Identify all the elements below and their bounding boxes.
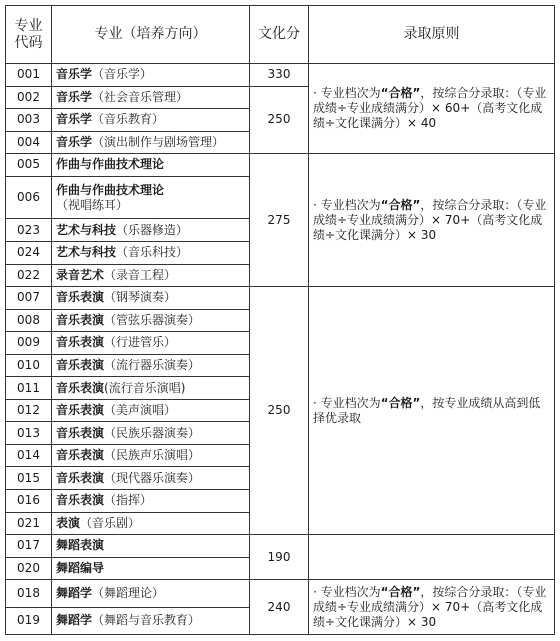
major-name-cell — [52, 332, 250, 355]
rule-qualifier: “合格” — [380, 197, 421, 212]
major-direction: （现代器乐演奏） — [104, 470, 201, 485]
major-name: 音乐学 — [56, 89, 93, 104]
admission-rule-cell — [309, 64, 555, 154]
rule-text: ，按综合分录取：（专业成绩÷专业成绩满分）× 70+（高考文化成绩÷文化课满分）× 30 — [313, 584, 547, 629]
major-name-cell — [52, 512, 250, 535]
major-name: 音乐表演 — [56, 335, 105, 350]
major-name-cell — [52, 467, 250, 490]
major-name-cell — [52, 490, 250, 513]
major-code-cell: 022 — [6, 264, 52, 287]
major-name: 艺术与科技 — [56, 245, 117, 260]
major-code-cell: 002 — [6, 86, 52, 109]
major-code-cell: 003 — [6, 109, 52, 132]
major-code-cell: 004 — [6, 131, 52, 154]
major-name: 录音艺术 — [56, 267, 105, 282]
major-direction: （演出制作与剧场管理） — [92, 134, 225, 149]
major-code-cell: 016 — [6, 490, 52, 513]
major-code-cell: 017 — [6, 535, 52, 558]
major-code-cell: 009 — [6, 332, 52, 355]
major-code-cell: 001 — [6, 64, 52, 87]
major-name-cell — [52, 242, 250, 265]
major-code-cell: 006 — [6, 176, 52, 219]
major-code-cell: 008 — [6, 309, 52, 332]
major-name: 音乐表演 — [56, 403, 105, 418]
major-code-cell: 010 — [6, 354, 52, 377]
table-row — [6, 535, 555, 558]
major-code-cell: 020 — [6, 557, 52, 580]
major-direction: （舞蹈理论） — [92, 585, 165, 600]
major-name-cell — [52, 377, 250, 400]
major-direction: （钢琴演奏） — [104, 290, 177, 305]
major-name-cell — [52, 64, 250, 87]
major-name: 音乐表演 — [56, 312, 105, 327]
major-direction: （舞蹈与音乐教育） — [92, 613, 201, 628]
major-code-cell: 021 — [6, 512, 52, 535]
major-name: 音乐表演 — [56, 470, 105, 485]
major-name-cell — [52, 219, 250, 242]
major-name: 音乐表演 — [56, 425, 105, 440]
major-code-cell: 007 — [6, 287, 52, 310]
rule-text: ，按专业成绩从高到低择优录取 — [313, 395, 541, 425]
header-major: 专业（培养方向） — [52, 6, 250, 64]
major-direction: （美声演唱） — [104, 403, 177, 418]
major-name-cell — [52, 154, 250, 177]
culture-score-cell: 190 — [250, 535, 309, 580]
major-name: 音乐表演 — [56, 358, 105, 373]
table-header-row — [6, 6, 555, 64]
major-direction: （民族声乐演唱） — [104, 448, 201, 463]
admission-rule-cell — [309, 535, 555, 580]
major-direction: （音乐学） — [92, 67, 153, 82]
major-name-cell — [52, 109, 250, 132]
major-direction: （指挥） — [104, 493, 153, 508]
table-row — [6, 154, 555, 177]
major-name-cell — [52, 309, 250, 332]
major-direction: （流行器乐演奏） — [104, 358, 201, 373]
major-name: 舞蹈学 — [56, 613, 93, 628]
header-admission-rule: 录取原则 — [309, 6, 555, 64]
culture-score-cell: 250 — [250, 86, 309, 154]
major-name-cell — [52, 399, 250, 422]
major-direction: (流行音乐演唱) — [104, 380, 186, 395]
major-name-cell — [52, 607, 250, 634]
table-row — [6, 287, 555, 310]
major-name: 作曲与作曲技术理论 — [56, 182, 165, 197]
major-code-cell: 023 — [6, 219, 52, 242]
rule-prefix: · 专业档次为 — [313, 584, 381, 599]
major-direction: （民族乐器演奏） — [104, 425, 201, 440]
major-code-cell: 015 — [6, 467, 52, 490]
rule-qualifier: “合格” — [380, 86, 421, 101]
major-code-cell: 019 — [6, 607, 52, 634]
major-name-cell — [52, 131, 250, 154]
rule-prefix: · 专业档次为 — [313, 395, 381, 410]
culture-score-cell: 330 — [250, 64, 309, 87]
culture-score-cell: 275 — [250, 154, 309, 287]
rule-prefix: · 专业档次为 — [313, 197, 381, 212]
admission-rule-cell — [309, 154, 555, 287]
major-direction: （音乐剧） — [80, 515, 141, 530]
major-name-cell — [52, 422, 250, 445]
major-name: 音乐表演 — [56, 493, 105, 508]
major-direction: （社会音乐管理） — [92, 89, 189, 104]
major-direction: （管弦乐器演奏） — [104, 312, 201, 327]
major-code-cell: 013 — [6, 422, 52, 445]
major-name: 音乐表演 — [56, 380, 105, 395]
major-code-cell: 024 — [6, 242, 52, 265]
major-name-cell — [52, 444, 250, 467]
major-direction: （录音工程） — [104, 267, 177, 282]
rule-text: ，按综合分录取：（专业成绩÷专业成绩满分）× 60+（高考文化成绩÷文化课满分）× 40 — [313, 86, 547, 131]
admission-rule-cell — [309, 287, 555, 535]
major-name: 音乐表演 — [56, 290, 105, 305]
major-code-cell: 018 — [6, 580, 52, 607]
table-body — [6, 64, 555, 635]
major-name-cell — [52, 354, 250, 377]
major-name: 舞蹈表演 — [56, 538, 105, 553]
header-code: 专业代码 — [6, 6, 52, 64]
major-name: 音乐表演 — [56, 448, 105, 463]
major-name: 舞蹈编导 — [56, 560, 105, 575]
major-direction: （音乐科技） — [116, 245, 189, 260]
major-name: 艺术与科技 — [56, 222, 117, 237]
major-name-cell — [52, 535, 250, 558]
major-direction: （音乐教育） — [92, 112, 165, 127]
major-name: 表演 — [56, 515, 81, 530]
table-row — [6, 580, 555, 607]
rule-qualifier: “合格” — [380, 395, 421, 410]
major-code-cell: 005 — [6, 154, 52, 177]
major-name: 音乐学 — [56, 67, 93, 82]
rule-text: ，按综合分录取：（专业成绩÷专业成绩满分）× 70+（高考文化成绩÷文化课满分）× 30 — [313, 197, 547, 242]
major-direction: （视唱练耳） — [56, 197, 129, 212]
major-name: 舞蹈学 — [56, 585, 93, 600]
major-name-cell — [52, 557, 250, 580]
major-name-cell — [52, 264, 250, 287]
major-code-cell: 012 — [6, 399, 52, 422]
admission-table — [5, 5, 555, 635]
major-code-cell: 011 — [6, 377, 52, 400]
rule-prefix: · 专业档次为 — [313, 86, 381, 101]
major-name: 作曲与作曲技术理论 — [56, 157, 165, 172]
major-name-cell — [52, 580, 250, 607]
major-code-cell: 014 — [6, 444, 52, 467]
culture-score-cell: 250 — [250, 287, 309, 535]
admission-rule-cell — [309, 580, 555, 635]
header-culture-score: 文化分 — [250, 6, 309, 64]
major-name: 音乐学 — [56, 134, 93, 149]
major-direction: （行进管乐） — [104, 335, 177, 350]
major-name-cell — [52, 86, 250, 109]
table-row — [6, 64, 555, 87]
major-name-cell — [52, 287, 250, 310]
major-name-cell — [52, 176, 250, 219]
culture-score-cell: 240 — [250, 580, 309, 635]
major-name: 音乐学 — [56, 112, 93, 127]
rule-qualifier: “合格” — [380, 584, 421, 599]
major-direction: （乐器修造） — [116, 222, 189, 237]
